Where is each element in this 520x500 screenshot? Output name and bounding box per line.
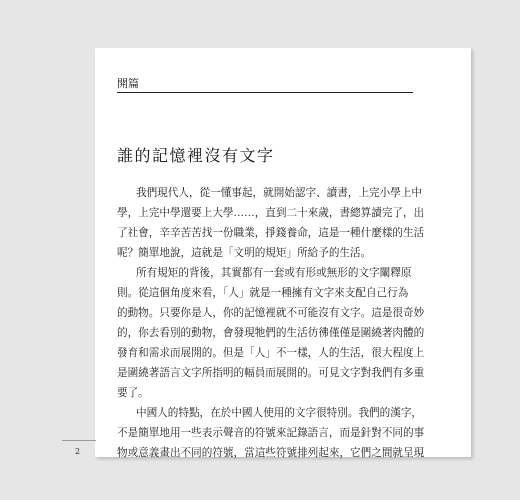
text-line: 的動物。只要你是人，你的記憶裡就不可能沒有文字。這是很奇妙 xyxy=(117,307,425,319)
text-line: 我們現代人，從一懂事起，就開始認字、讀書，上完小學上中 xyxy=(136,187,423,199)
text-line: 發育和需求而展開的。但是「人」不一樣，人的生活，很大程度上 xyxy=(117,347,425,359)
text-line: 則。從這個角度來看，「人」就是一種擁有文字來支配自己行為 xyxy=(117,287,409,299)
text-line: 中國人的特點，在於中國人使用的文字很特別。我們的漢字， xyxy=(136,407,423,419)
page-number: 2 xyxy=(75,447,81,456)
text-line: 的，你去看別的動物，會發現牠們的生活彷彿僅僅是圍繞著肉體的 xyxy=(117,327,425,339)
chapter-title: 誰的記憶裡沒有文字 xyxy=(117,146,275,165)
paragraph xyxy=(117,183,425,263)
text-line: 學，上完中學還要上大學……，直到二十來歲，書總算讀完了，出 xyxy=(117,207,425,219)
section-label: 開篇 xyxy=(117,77,139,90)
section-divider xyxy=(117,92,413,93)
paragraph xyxy=(117,263,425,403)
text-line: 所有規矩的背後，其實都有一套或有形或無形的文字闡釋原 xyxy=(136,267,412,279)
paragraph xyxy=(117,403,425,463)
body-text xyxy=(117,183,425,463)
text-line: 呢？簡單地說，這就是「文明的規矩」所給予的生活。 xyxy=(117,247,372,259)
text-line: 要了。 xyxy=(117,387,149,399)
margin-rule xyxy=(62,440,96,441)
text-line: 不是簡單地用一些表示聲音的符號來記錄語言，而是針對不同的事 xyxy=(117,427,425,439)
text-line: 是圍繞著語言文字所指明的幅員而展開的。可見文字對我們有多重 xyxy=(117,367,425,379)
text-line: 了社會，辛辛苦苦找一份職業，掙錢養命，這是一種什麼樣的生活 xyxy=(117,227,425,239)
text-line: 物或意義畫出不同的符號，當這些符號排列起來，它們之間就呈現 xyxy=(117,447,425,459)
